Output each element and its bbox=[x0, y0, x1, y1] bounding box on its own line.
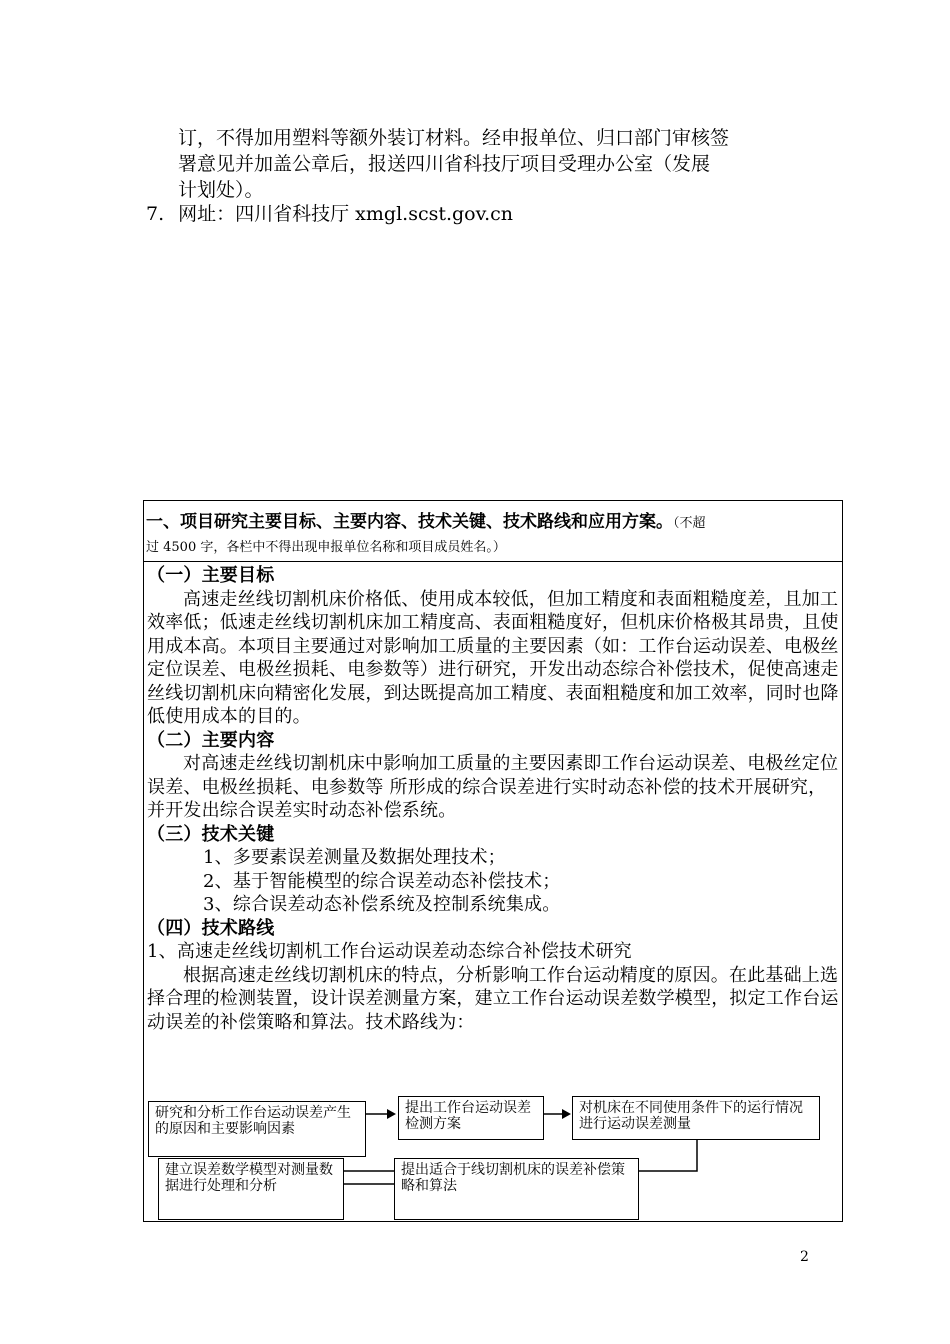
header-title: 一、项目研究主要目标、主要内容、技术关键、技术路线和应用方案。 bbox=[146, 512, 673, 531]
header-note-cont: 过 4500 字，各栏中不得出现申报单位名称和项目成员姓名。） bbox=[146, 540, 506, 555]
flow-box: 建立误差数学模型对测量数据进行处理和分析 bbox=[158, 1158, 344, 1220]
header-note: （不超 bbox=[673, 516, 706, 531]
page-number: 2 bbox=[800, 1249, 809, 1265]
section-title: （三）技术关键 bbox=[147, 823, 275, 844]
flow-box: 研究和分析工作台运动误差产生的原因和主要影响因素 bbox=[148, 1101, 366, 1157]
section-text: 对高速走丝线切割机床中影响加工质量的主要因素即工作台运动误差、电极丝定位误差、电极丝损耗、电参数等 所形成的综合误差进行实时动态补偿的技术开展研究，并开发出综合误差实时动态补偿系统。 bbox=[147, 753, 839, 821]
section-text: 高速走丝线切割机床价格低、使用成本较低，但加工精度和表面粗糙度差，且加工效率低；低速走丝线切割机床加工精度高、表面粗糙度好，但机床价格极其昂贵，且使用成本高。本项目主要通过对影响加工质量的主要因素（如：工作台运动误差、电极丝定位误差、电极丝损耗、电参数等）进行研究，开发出动态综合补偿技术，促使高速走丝线切割机床向精密化发展，到达既提高加工精度、表面粗糙度和加工效率，同时也降低使用成本的目的。 bbox=[147, 588, 839, 727]
section-title: （四）技术路线 bbox=[147, 917, 275, 938]
table-header bbox=[144, 501, 842, 562]
section-text: 根据高速走丝线切割机床的特点，分析影响工作台运动精度的原因。在此基础上选择合理的检测装置，设计误差测量方案，建立工作台运动误差数学模型，拟定工作台运动误差的补偿策略和算法。技术路线为： bbox=[147, 964, 839, 1033]
section-title: （一）主要目标 bbox=[147, 565, 275, 585]
subsection-title: 1、高速走丝线切割机工作台运动误差动态综合补偿技术研究 bbox=[147, 941, 632, 962]
list-item: 1、多要素误差测量及数据处理技术； bbox=[203, 847, 506, 868]
arrow-head-icon bbox=[387, 1109, 396, 1119]
intro-line: 署意见并加盖公章后，报送四川省科技厅项目受理办公室（发展 bbox=[178, 153, 711, 175]
intro-line: 计划处）。 bbox=[178, 179, 264, 201]
form-table bbox=[143, 500, 843, 1222]
flow-box: 提出适合于线切割机床的误差补偿策略和算法 bbox=[394, 1158, 639, 1220]
intro-paragraph bbox=[178, 125, 818, 203]
list-item: 3、综合误差动态补偿系统及控制系统集成。 bbox=[203, 894, 561, 915]
item-text: 网址：四川省科技厅 xmgl.scst.gov.cn bbox=[178, 203, 514, 225]
item-number: 7. bbox=[146, 203, 165, 225]
list-item: 2、基于智能模型的综合误差动态补偿技术； bbox=[203, 870, 561, 892]
table-body bbox=[144, 562, 842, 1034]
arrow-head-icon bbox=[562, 1109, 571, 1119]
section-title: （二）主要内容 bbox=[147, 729, 275, 750]
flowchart bbox=[144, 1096, 842, 1221]
flow-box: 提出工作台运动误差检测方案 bbox=[398, 1096, 544, 1140]
item-7 bbox=[146, 201, 513, 227]
intro-line: 订，不得加用塑料等额外装订材料。经申报单位、归口部门审核签 bbox=[178, 127, 730, 149]
flow-box: 对机床在不同使用条件下的运行情况进行运动误差测量 bbox=[572, 1096, 820, 1140]
